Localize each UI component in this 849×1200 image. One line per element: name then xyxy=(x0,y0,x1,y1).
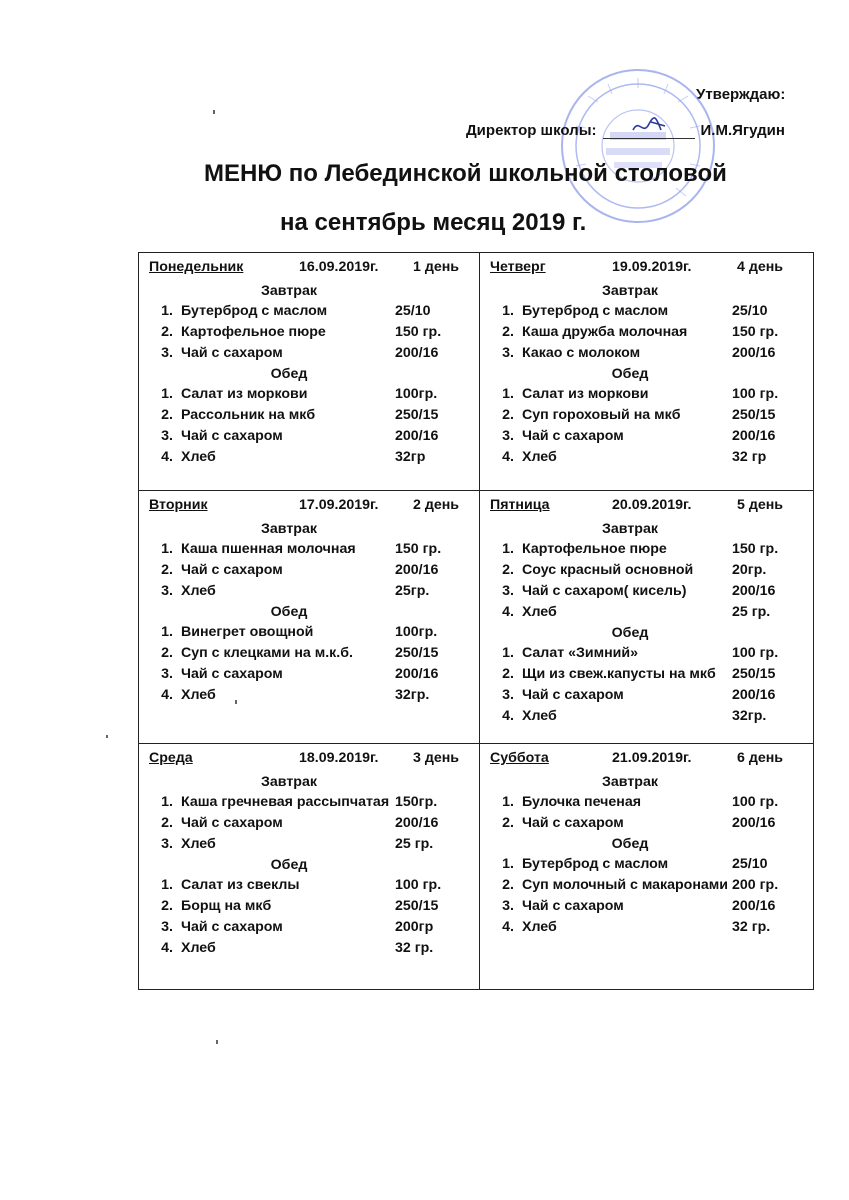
day-date: 18.09.2019г. xyxy=(299,750,379,766)
item-quantity: 200 гр. xyxy=(732,877,779,893)
item-number: 2. xyxy=(161,407,173,423)
item-quantity: 150 гр. xyxy=(395,324,442,340)
item-quantity: 150 гр. xyxy=(395,541,442,557)
item-name: Чай с сахаром xyxy=(181,428,283,444)
item-quantity: 250/15 xyxy=(395,898,439,914)
menu-item xyxy=(490,343,813,364)
day-number: 1 день xyxy=(413,259,460,275)
menu-item xyxy=(490,875,813,896)
menu-item xyxy=(149,384,479,405)
item-number: 2. xyxy=(502,407,514,423)
lunch-label: Обед xyxy=(270,604,308,620)
menu-item xyxy=(490,322,813,343)
day-header xyxy=(149,259,479,281)
page-title: МЕНЮ по Лебединской школьной столовой xyxy=(204,160,727,187)
breakfast-label: Завтрак xyxy=(602,521,658,537)
item-number: 1. xyxy=(161,303,173,319)
item-name: Чай с сахаром xyxy=(181,562,283,578)
menu-item xyxy=(149,301,479,322)
lunch-list xyxy=(149,384,479,468)
menu-item xyxy=(149,405,479,426)
menu-table xyxy=(138,252,814,990)
item-quantity: 200/16 xyxy=(732,345,776,361)
lunch-list xyxy=(490,643,813,727)
day-name: Суббота xyxy=(490,750,549,766)
item-quantity: 150 гр. xyxy=(732,541,779,557)
day-number: 2 день xyxy=(413,497,460,513)
item-quantity: 100 гр. xyxy=(732,386,779,402)
item-quantity: 100 гр. xyxy=(732,645,779,661)
breakfast-list xyxy=(149,301,479,364)
menu-item xyxy=(490,854,813,875)
menu-item xyxy=(490,539,813,560)
item-number: 1. xyxy=(502,541,514,557)
lunch-label: Обед xyxy=(611,366,649,382)
item-quantity: 32 гр. xyxy=(395,940,434,956)
item-number: 3. xyxy=(161,345,173,361)
item-number: 3. xyxy=(502,345,514,361)
item-quantity: 100 гр. xyxy=(732,794,779,810)
scan-speck xyxy=(213,110,215,114)
item-number: 2. xyxy=(502,815,514,831)
item-name: Чай с сахаром xyxy=(522,898,624,914)
item-name: Бутерброд с маслом xyxy=(522,856,669,872)
item-name: Хлеб xyxy=(522,604,557,620)
item-number: 1. xyxy=(161,624,173,640)
item-quantity: 32 гр xyxy=(732,449,767,465)
item-name: Чай с сахаром xyxy=(522,687,624,703)
item-name: Какао с молоком xyxy=(522,345,641,361)
day-name: Понедельник xyxy=(149,259,244,275)
item-number: 2. xyxy=(502,877,514,893)
approve-label: Утверждаю: xyxy=(696,86,786,103)
day-date: 16.09.2019г. xyxy=(299,259,379,275)
item-number: 1. xyxy=(502,794,514,810)
day-name: Среда xyxy=(149,750,193,766)
item-number: 1. xyxy=(161,794,173,810)
item-number: 4. xyxy=(161,687,173,703)
menu-item xyxy=(490,405,813,426)
item-name: Хлеб xyxy=(181,940,216,956)
item-quantity: 250/15 xyxy=(395,645,439,661)
menu-item xyxy=(149,426,479,447)
item-number: 2. xyxy=(502,324,514,340)
item-number: 2. xyxy=(502,666,514,682)
item-number: 3. xyxy=(502,687,514,703)
menu-item xyxy=(149,539,479,560)
item-name: Каша дружба молочная xyxy=(522,324,688,340)
item-name: Салат из моркови xyxy=(181,386,308,402)
item-name: Каша пшенная молочная xyxy=(181,541,356,557)
item-name: Щи из свеж.капусты на мкб xyxy=(522,666,716,682)
item-name: Бутерброд с маслом xyxy=(522,303,669,319)
page-subtitle: на сентябрь месяц 2019 г. xyxy=(280,209,587,236)
item-name: Хлеб xyxy=(181,836,216,852)
item-name: Чай с сахаром xyxy=(181,666,283,682)
menu-item xyxy=(490,581,813,602)
menu-item xyxy=(490,602,813,623)
item-name: Чай с сахаром( кисель) xyxy=(522,583,687,599)
menu-item xyxy=(490,896,813,917)
item-name: Булочка печеная xyxy=(522,794,641,810)
breakfast-label: Завтрак xyxy=(602,283,658,299)
menu-item xyxy=(149,581,479,602)
item-number: 4. xyxy=(161,449,173,465)
scan-speck xyxy=(106,735,108,738)
item-quantity: 150 гр. xyxy=(732,324,779,340)
day-number: 5 день xyxy=(737,497,784,513)
breakfast-list xyxy=(490,792,813,834)
item-name: Салат «Зимний» xyxy=(522,645,639,661)
item-number: 4. xyxy=(502,604,514,620)
lunch-list xyxy=(149,622,479,706)
item-name: Хлеб xyxy=(522,919,557,935)
item-name: Суп молочный с макаронами xyxy=(522,877,729,893)
item-number: 3. xyxy=(161,428,173,444)
item-name: Суп с клецками на м.к.б. xyxy=(181,645,353,661)
day-name: Четверг xyxy=(490,259,546,275)
item-quantity: 100 гр. xyxy=(395,877,442,893)
menu-item xyxy=(490,664,813,685)
day-cell xyxy=(480,491,813,744)
item-name: Бутерброд с маслом xyxy=(181,303,328,319)
breakfast-label: Завтрак xyxy=(261,774,317,790)
item-number: 3. xyxy=(502,428,514,444)
breakfast-list xyxy=(490,301,813,364)
item-name: Салат из моркови xyxy=(522,386,649,402)
item-quantity: 200/16 xyxy=(732,815,776,831)
scan-speck xyxy=(235,700,237,704)
item-number: 1. xyxy=(502,386,514,402)
item-quantity: 200/16 xyxy=(395,345,439,361)
signature-line xyxy=(603,124,695,139)
menu-item xyxy=(490,792,813,813)
menu-item xyxy=(149,560,479,581)
lunch-label: Обед xyxy=(270,857,308,873)
director-label: Директор школы: xyxy=(466,122,597,139)
breakfast-label: Завтрак xyxy=(261,283,317,299)
menu-item xyxy=(149,875,479,896)
menu-item xyxy=(490,384,813,405)
item-name: Суп гороховый на мкб xyxy=(522,407,681,423)
item-quantity: 200/16 xyxy=(732,428,776,444)
item-quantity: 150гр. xyxy=(395,794,438,810)
item-name: Хлеб xyxy=(181,583,216,599)
day-date: 20.09.2019г. xyxy=(612,497,692,513)
menu-item xyxy=(490,643,813,664)
item-quantity: 32гр xyxy=(395,449,426,465)
item-number: 1. xyxy=(161,541,173,557)
breakfast-label: Завтрак xyxy=(261,521,317,537)
item-number: 1. xyxy=(502,303,514,319)
item-quantity: 200/16 xyxy=(395,428,439,444)
day-header xyxy=(149,497,479,519)
item-name: Чай с сахаром xyxy=(522,428,624,444)
item-number: 1. xyxy=(502,856,514,872)
item-number: 3. xyxy=(161,919,173,935)
menu-item xyxy=(490,706,813,727)
menu-item xyxy=(149,643,479,664)
lunch-label: Обед xyxy=(270,366,308,382)
item-number: 1. xyxy=(502,645,514,661)
item-quantity: 100гр. xyxy=(395,624,438,640)
breakfast-label: Завтрак xyxy=(602,774,658,790)
item-number: 2. xyxy=(502,562,514,578)
menu-item xyxy=(149,664,479,685)
lunch-list xyxy=(490,384,813,468)
item-quantity: 100гр. xyxy=(395,386,438,402)
day-date: 19.09.2019г. xyxy=(612,259,692,275)
menu-item xyxy=(149,622,479,643)
item-name: Чай с сахаром xyxy=(181,345,283,361)
item-number: 4. xyxy=(502,449,514,465)
menu-item xyxy=(490,447,813,468)
item-number: 3. xyxy=(161,583,173,599)
item-quantity: 200/16 xyxy=(732,583,776,599)
item-number: 3. xyxy=(161,836,173,852)
item-quantity: 200/16 xyxy=(732,898,776,914)
breakfast-list xyxy=(149,539,479,602)
day-number: 6 день xyxy=(737,750,784,766)
item-name: Чай с сахаром xyxy=(181,815,283,831)
day-number: 3 день xyxy=(413,750,460,766)
menu-item xyxy=(149,343,479,364)
lunch-label: Обед xyxy=(611,836,649,852)
item-name: Борщ на мкб xyxy=(181,898,272,914)
item-name: Хлеб xyxy=(181,449,216,465)
menu-item xyxy=(149,447,479,468)
item-quantity: 200/16 xyxy=(395,815,439,831)
item-name: Рассольник на мкб xyxy=(181,407,316,423)
item-number: 4. xyxy=(502,919,514,935)
item-number: 4. xyxy=(161,940,173,956)
item-quantity: 250/15 xyxy=(732,407,776,423)
menu-item xyxy=(490,813,813,834)
item-number: 2. xyxy=(161,562,173,578)
item-number: 3. xyxy=(502,898,514,914)
breakfast-list xyxy=(149,792,479,855)
item-number: 2. xyxy=(161,815,173,831)
menu-item xyxy=(149,834,479,855)
day-header xyxy=(149,750,479,772)
item-number: 1. xyxy=(161,877,173,893)
item-number: 1. xyxy=(161,386,173,402)
director-name: И.М.Ягудин xyxy=(700,122,785,139)
item-name: Хлеб xyxy=(181,687,216,703)
item-number: 2. xyxy=(161,645,173,661)
menu-item xyxy=(149,322,479,343)
school-stamp-seal xyxy=(558,66,718,226)
item-quantity: 25/10 xyxy=(732,856,768,872)
item-quantity: 200/16 xyxy=(395,562,439,578)
menu-item xyxy=(149,685,479,706)
day-cell xyxy=(480,744,813,989)
day-cell xyxy=(139,491,480,744)
item-quantity: 200гр xyxy=(395,919,434,935)
item-quantity: 32 гр. xyxy=(732,919,771,935)
day-name: Пятница xyxy=(490,497,550,513)
day-header xyxy=(490,497,813,519)
lunch-label: Обед xyxy=(611,625,649,641)
item-quantity: 250/15 xyxy=(395,407,439,423)
item-quantity: 200/16 xyxy=(395,666,439,682)
item-quantity: 250/15 xyxy=(732,666,776,682)
day-cell xyxy=(480,253,813,491)
breakfast-list xyxy=(490,539,813,623)
menu-item xyxy=(149,938,479,959)
item-number: 3. xyxy=(502,583,514,599)
item-quantity: 20гр. xyxy=(732,562,767,578)
item-number: 2. xyxy=(161,324,173,340)
item-name: Хлеб xyxy=(522,449,557,465)
day-name: Вторник xyxy=(149,497,208,513)
menu-item xyxy=(490,426,813,447)
day-date: 21.09.2019г. xyxy=(612,750,692,766)
item-name: Картофельное пюре xyxy=(181,324,326,340)
day-number: 4 день xyxy=(737,259,784,275)
lunch-list xyxy=(149,875,479,959)
item-name: Салат из свеклы xyxy=(181,877,300,893)
lunch-list xyxy=(490,854,813,938)
item-quantity: 200/16 xyxy=(732,687,776,703)
director-signature xyxy=(603,116,695,136)
item-name: Картофельное пюре xyxy=(522,541,667,557)
menu-item xyxy=(149,813,479,834)
day-header xyxy=(490,750,813,772)
item-name: Каша гречневая рассыпчатая xyxy=(181,794,390,810)
day-cell xyxy=(139,744,480,989)
menu-item xyxy=(149,896,479,917)
day-date: 17.09.2019г. xyxy=(299,497,379,513)
item-name: Чай с сахаром xyxy=(181,919,283,935)
item-name: Чай с сахаром xyxy=(522,815,624,831)
item-quantity: 25 гр. xyxy=(395,836,434,852)
menu-item xyxy=(490,301,813,322)
menu-item xyxy=(149,792,479,813)
item-name: Винегрет овощной xyxy=(181,624,314,640)
day-header xyxy=(490,259,813,281)
menu-item xyxy=(490,917,813,938)
item-quantity: 25 гр. xyxy=(732,604,771,620)
item-name: Хлеб xyxy=(522,708,557,724)
item-number: 4. xyxy=(502,708,514,724)
scan-speck xyxy=(216,1040,218,1044)
item-quantity: 32гр. xyxy=(732,708,767,724)
menu-item xyxy=(149,917,479,938)
menu-item xyxy=(490,560,813,581)
item-name: Соус красный основной xyxy=(522,562,694,578)
item-quantity: 25/10 xyxy=(395,303,431,319)
item-quantity: 25/10 xyxy=(732,303,768,319)
menu-item xyxy=(490,685,813,706)
director-line xyxy=(466,122,785,139)
item-quantity: 32гр. xyxy=(395,687,430,703)
item-number: 3. xyxy=(161,666,173,682)
item-quantity: 25гр. xyxy=(395,583,430,599)
item-number: 2. xyxy=(161,898,173,914)
day-cell xyxy=(139,253,480,491)
